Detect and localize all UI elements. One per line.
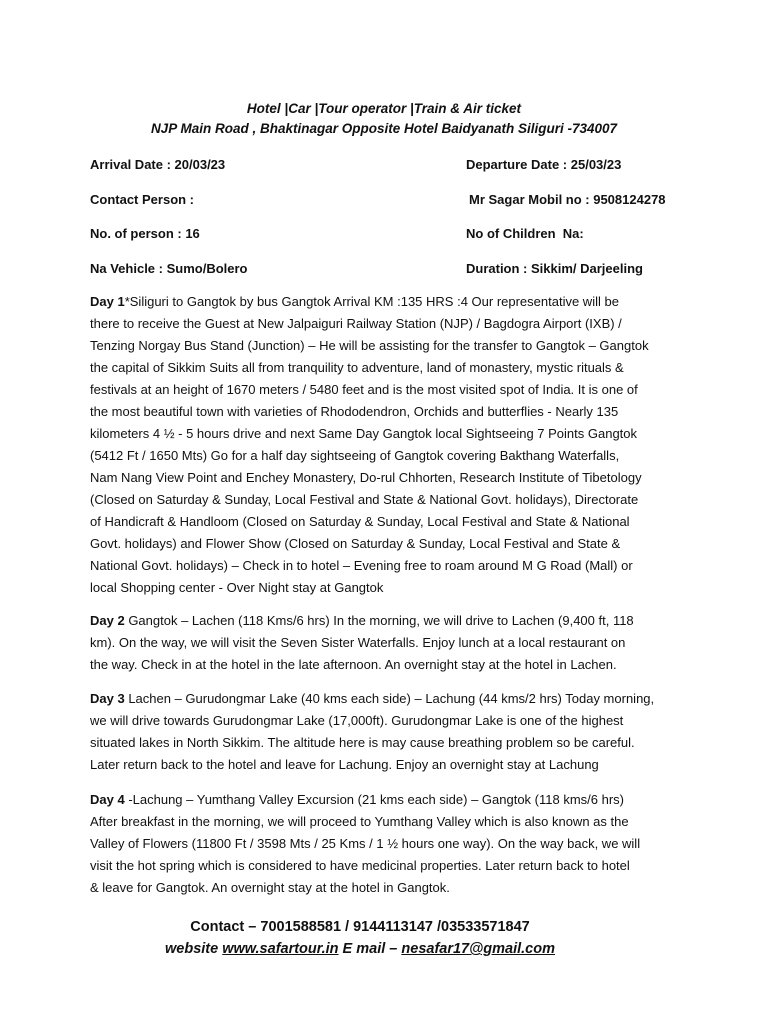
- day-1-paragraph: [90, 291, 710, 599]
- day-text-line: (Closed on Saturday & Sunday, Local Festival and State & National Govt. holidays), Directorate: [90, 492, 639, 507]
- day-text-line: the way. Check in at the hotel in the late afternoon. An overnight stay at the hotel in Lachen.: [90, 657, 617, 672]
- day-text-line: of Handicraft & Handloom (Closed on Saturday & Sunday, Local Festival and State & National: [90, 514, 630, 529]
- day-text-line: [90, 789, 710, 811]
- field-contact-person: Contact Person :: [90, 192, 195, 207]
- day-text-line: (5412 Ft / 1650 Mts) Go for a half day sightseeing of Gangtok covering Bakthang Waterfalls,: [90, 448, 620, 463]
- field-arrival-date: Arrival Date : 20/03/23: [90, 157, 226, 172]
- day-text-line: there to receive the Guest at New Jalpaiguri Railway Station (NJP) / Bagdogra Airport (IXB) /: [90, 316, 622, 331]
- day-text-line: kilometers 4 ½ - 5 hours drive and next Same Day Gangtok local Sightseeing 7 Points Gangtok: [90, 426, 638, 441]
- footer-web-email-line: [90, 939, 630, 959]
- email-link[interactable]: nesafar17@gmail.com: [401, 941, 555, 957]
- day-text: Gangtok – Lachen (118 Kms/6 hrs) In the morning, we will drive to Lachen (9,400 ft, 118: [124, 613, 634, 628]
- header-address-line: NJP Main Road , Bhaktinagar Opposite Hotel Baidyanath Siliguri -734007: [150, 121, 618, 136]
- day-text-line: situated lakes in North Sikkim. The altitude here is may cause breathing problem so be careful.: [90, 735, 635, 750]
- day-4-paragraph: [90, 789, 710, 899]
- day-text-line: [90, 688, 710, 710]
- field-duration: Duration : Sikkim/ Darjeeling: [466, 261, 643, 276]
- website-label: website: [165, 941, 223, 957]
- day-text: Lachen – Gurudongmar Lake (40 kms each side) – Lachung (44 kms/2 hrs) Today morning,: [124, 691, 655, 706]
- field-departure-date: Departure Date : 25/03/23: [466, 157, 622, 172]
- day-2-paragraph: [90, 610, 710, 676]
- day-text: *Siliguri to Gangtok by bus Gangtok Arrival KM :135 HRS :4 Our representative will be: [124, 294, 619, 309]
- day-text-line: the capital of Sikkim Suits all from tranquility to adventure, land of monastery, mystic rituals &: [90, 360, 624, 375]
- email-label: E mail –: [338, 941, 402, 957]
- website-link[interactable]: www.safartour.in: [222, 941, 339, 957]
- day-text-line: we will drive towards Gurudongmar Lake (17,000ft). Gurudongmar Lake is one of the highest: [90, 713, 624, 728]
- day-label: Day 1: [90, 294, 125, 309]
- day-text-line: [90, 291, 710, 313]
- day-text-line: & leave for Gangtok. An overnight stay at the hotel in Gangtok.: [90, 880, 450, 895]
- day-text-line: km). On the way, we will visit the Seven Sister Waterfalls. Enjoy lunch at a local restaurant on: [90, 635, 626, 650]
- field-mobile-number: Mr Sagar Mobil no : 9508124278: [469, 192, 666, 207]
- day-text-line: local Shopping center - Over Night stay at Gangtok: [90, 580, 384, 595]
- day-text-line: Nam Nang View Point and Enchey Monastery, Do-rul Chhorten, Research Institute of Tibetology: [90, 470, 642, 485]
- day-text: -Lachung – Yumthang Valley Excursion (21 kms each side) – Gangtok (118 kms/6 hrs): [124, 792, 625, 807]
- day-text-line: Later return back to the hotel and leave for Lachung. Enjoy an overnight stay at Lachung: [90, 757, 599, 772]
- day-text-line: Valley of Flowers (11800 Ft / 3598 Mts / 25 Kms / 1 ½ hours one way). On the way back, we will: [90, 836, 641, 851]
- day-label: Day 4: [90, 792, 125, 807]
- footer-contact-numbers: Contact – 7001588581 / 9144113147 /03533571847: [190, 919, 530, 935]
- day-text-line: festivals at an height of 1670 meters / 5480 feet and is the most visited spot of India. It is one of: [90, 382, 638, 397]
- day-text-line: the most beautiful town with varieties of Rhododendron, Orchids and butterflies - Nearly 135: [90, 404, 619, 419]
- field-number-of-persons: No. of person : 16: [90, 226, 200, 241]
- field-vehicle: Na Vehicle : Sumo/Bolero: [90, 261, 248, 276]
- header-services-line: Hotel |Car |Tour operator |Train & Air ticket: [246, 101, 522, 116]
- day-text-line: Govt. holidays) and Flower Show (Closed on Saturday & Sunday, Local Festival and State &: [90, 536, 621, 551]
- day-text-line: After breakfast in the morning, we will proceed to Yumthang Valley which is also known as the: [90, 814, 629, 829]
- field-number-of-children: No of Children Na:: [466, 226, 584, 241]
- day-3-paragraph: [90, 688, 710, 776]
- day-label: Day 2: [90, 613, 125, 628]
- day-text-line: National Govt. holidays) – Check in to hotel – Evening free to roam around M G Road (Mall) or: [90, 558, 633, 573]
- day-text-line: visit the hot spring which is considered to have medicinal properties. Later return back to hotel: [90, 858, 630, 873]
- day-label: Day 3: [90, 691, 125, 706]
- day-text-line: Tenzing Norgay Bus Stand (Junction) – He will be assisting for the transfer to Gangtok – Gangtok: [90, 338, 649, 353]
- day-text-line: [90, 610, 710, 632]
